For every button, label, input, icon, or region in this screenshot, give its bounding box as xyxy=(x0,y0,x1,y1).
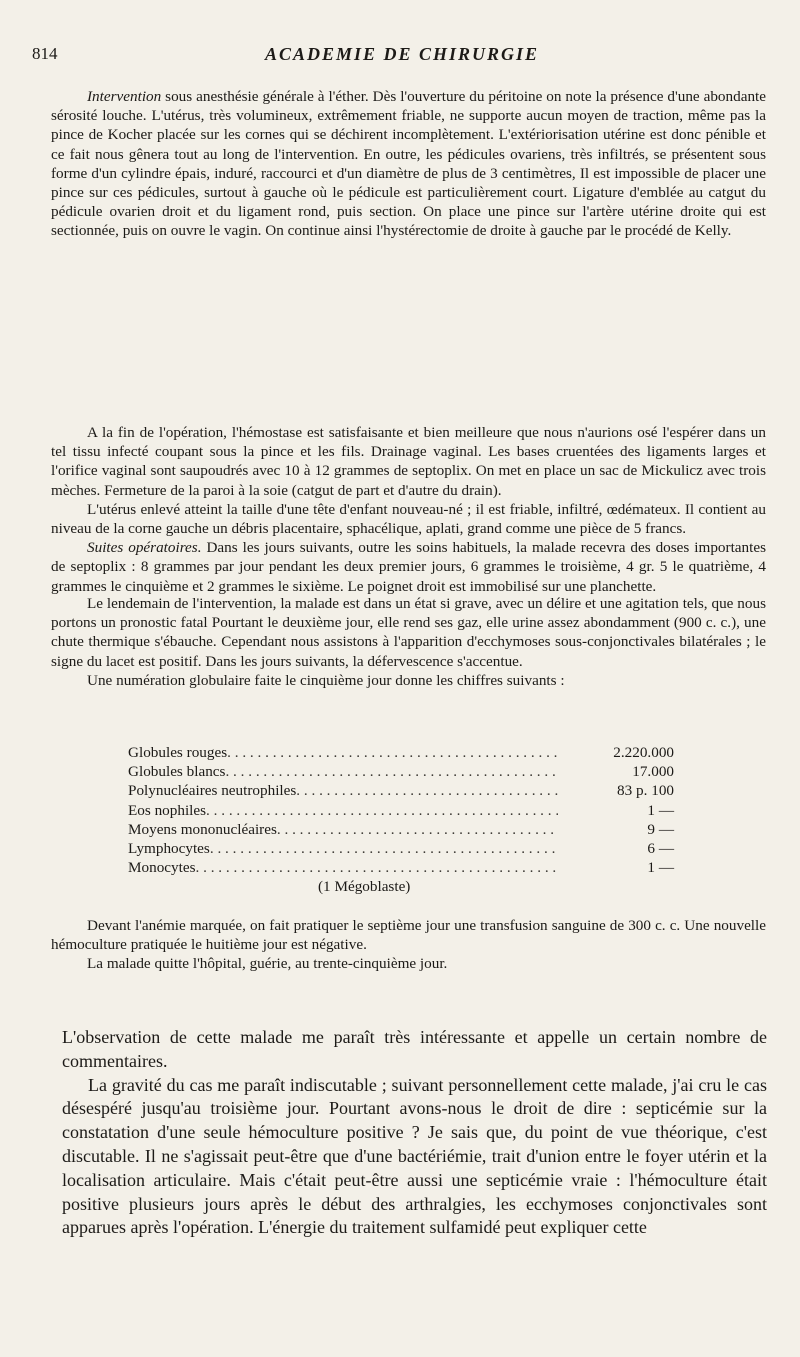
row-label: Moyens mononucléaires xyxy=(128,820,277,838)
commentary-intro: L'observation de cette malade me paraît très intéressante et appelle un certain nombre de commentaires. xyxy=(62,1027,767,1071)
dot-leader xyxy=(225,762,558,781)
table-row xyxy=(128,839,674,858)
table-row xyxy=(128,801,674,820)
suites-lead: Suites opératoires. xyxy=(87,539,202,557)
row-label: Globules blancs xyxy=(128,763,226,781)
table-note: (1 Mégoblaste) xyxy=(318,878,411,896)
transfusion-paragraph: Devant l'anémie marquée, on fait pratiquer le septième jour une transfusion sanguine de 300 c. c. Une nouvelle hémoculture pratiquée le huitième jour est négative. xyxy=(51,917,766,954)
table-row xyxy=(128,762,674,781)
row-value: 6 — xyxy=(647,839,674,857)
row-label: Globules rouges xyxy=(128,744,228,761)
row-value: 83 p. 100 xyxy=(617,782,674,800)
commentary-paragraph: La gravité du cas me paraît indiscutable ; suivant personnellement cette malade, j'ai cru le cas désespéré jusqu'au troisième jour. Pourtant avons-nous le droit de dire : septicémie sur la constatation d'une seule hémoculture positive ? Je sais que, du point de vue théorique, c'est discutable. Il ne s'agissait peut-être que d'une bactériémie, trait d'union entre le foyer utérin et la localisation articulaire. Mais c'était peut-être aussi une septicémie vraie : l'hémoculture était positive plusieurs jours après le début des arthralgies, les ecchymoses conjonctivales sont apparues après l'opération. L'énergie du traitement sulfamidé peut expliquer cette xyxy=(62,1074,767,1238)
operation-end-section xyxy=(51,423,766,596)
dot-leader xyxy=(196,858,559,877)
row-value: 2.220.000 xyxy=(613,744,674,761)
commentary-section xyxy=(62,1026,767,1240)
dot-leader xyxy=(210,839,558,858)
page-header xyxy=(32,44,772,68)
running-title: ACADEMIE DE CHIRURGIE xyxy=(264,44,540,64)
row-label: Lymphocytes xyxy=(128,839,210,857)
postop-paragraph: Le lendemain de l'intervention, la malade est dans un état si grave, avec un délire et une agitation tels, que nous portons un pronostic fatal Pourtant le deuxième jour, elle rend ses gaz, elle urine assez abondamment (900 c. c.), une chute thermique s'ébauche. Cependant nous assistons à l'apparition d'ecchymoses sous-conjonctivales bilatérales ; le signe du lacet est positif. Dans les jours suivants, la défervescence s'accentue. xyxy=(51,595,766,670)
dot-leader xyxy=(277,820,558,839)
suites-text: Dans les jours suivants, outre les soins habituels, la malade recevra des doses importantes de septoplix : 8 grammes par jour pendant les deux premier jours, 6 grammes le troisième, 4 gr. 5 le quatrième, 4 grammes le cinquième et 2 grammes le sixième. Le poignet droit est immobilisé sur une planchette. xyxy=(51,539,766,595)
intervention-lead: Intervention xyxy=(87,88,162,105)
intervention-paragraph xyxy=(51,87,766,241)
postop-section xyxy=(51,594,766,690)
row-label: Polynucléaires neutrophiles xyxy=(128,782,297,800)
table-row xyxy=(128,781,674,800)
row-value: 1 — xyxy=(647,801,674,819)
hemostasis-paragraph: A la fin de l'opération, l'hémostase est satisfaisante et bien meilleure que nous n'aurions osé l'espérer dans un tel tissu infecté coupant sous la pince et les fils. Drainage vaginal. Les bases cruentées des ligaments larges et l'orifice vaginal sont saupoudrés avec 10 à 12 grammes de septoplix. On met en place un sac de Mickulicz avec trois mèches. Fermeture de la paroi à la soie (catgut de part et d'autre du drain). xyxy=(51,424,766,499)
blood-count-intro: Une numération globulaire faite le cinquième jour donne les chiffres suivants : xyxy=(87,671,565,689)
intervention-section xyxy=(51,87,766,241)
discharge-paragraph: La malade quitte l'hôpital, guérie, au trente-cinquième jour. xyxy=(87,955,448,973)
row-label: Monocytes xyxy=(128,859,196,877)
blood-count-table xyxy=(128,743,674,897)
table-row xyxy=(128,858,674,877)
uterus-paragraph: L'utérus enlevé atteint la taille d'une tête d'enfant nouveau-né ; il est friable, infiltré, œdémateux. Il contient au niveau de la corne gauche un débris placentaire, sphacélique, aplati, grand comme une pièce de 5 francs. xyxy=(51,500,766,538)
row-value: 17.000 xyxy=(632,763,674,781)
row-value: 9 — xyxy=(647,820,674,838)
dot-leader xyxy=(296,781,558,800)
dot-leader xyxy=(227,743,558,762)
dot-leader xyxy=(206,801,558,820)
suites-paragraph xyxy=(51,538,766,596)
outcome-section xyxy=(51,916,766,974)
table-row xyxy=(128,743,674,762)
intervention-text: sous anesthésie générale à l'éther. Dès l'ouverture du péritoine on note la présence d'une abondante sérosité louche. L'utérus, très volumineux, extrêmement friable, ne supporte aucun moyen de traction, même pas la pince de Kocher placée sur les cornes qui se déchirent incomplètement. L'extériorisation utérine est donc pénible et ce fait nous gênera tout au long de l'intervention. En outre, les pédicules ovariens, très infiltrés, se présentent sous forme d'un cylindre épais, induré, raccourci et d'un diamètre de plus de 3 centimètres, Il est impossible de placer une pince sur ces pédicules, surtout à gauche où le pédicule est particulièrement court. Ligature d'emblée au catgut du pédicule ovarien droit et du ligament rond, puis section. On place une pince sur l'artère utérine droite qui est sectionnée, puis on ouvre le vagin. On continue ainsi l'hystérectomie de droite à gauche par le procédé de Kelly. xyxy=(51,88,767,240)
row-value: 1 — xyxy=(647,859,674,877)
table-row xyxy=(128,820,674,839)
row-label: Eos nophiles xyxy=(128,801,207,819)
page-number: 814 xyxy=(32,44,58,63)
